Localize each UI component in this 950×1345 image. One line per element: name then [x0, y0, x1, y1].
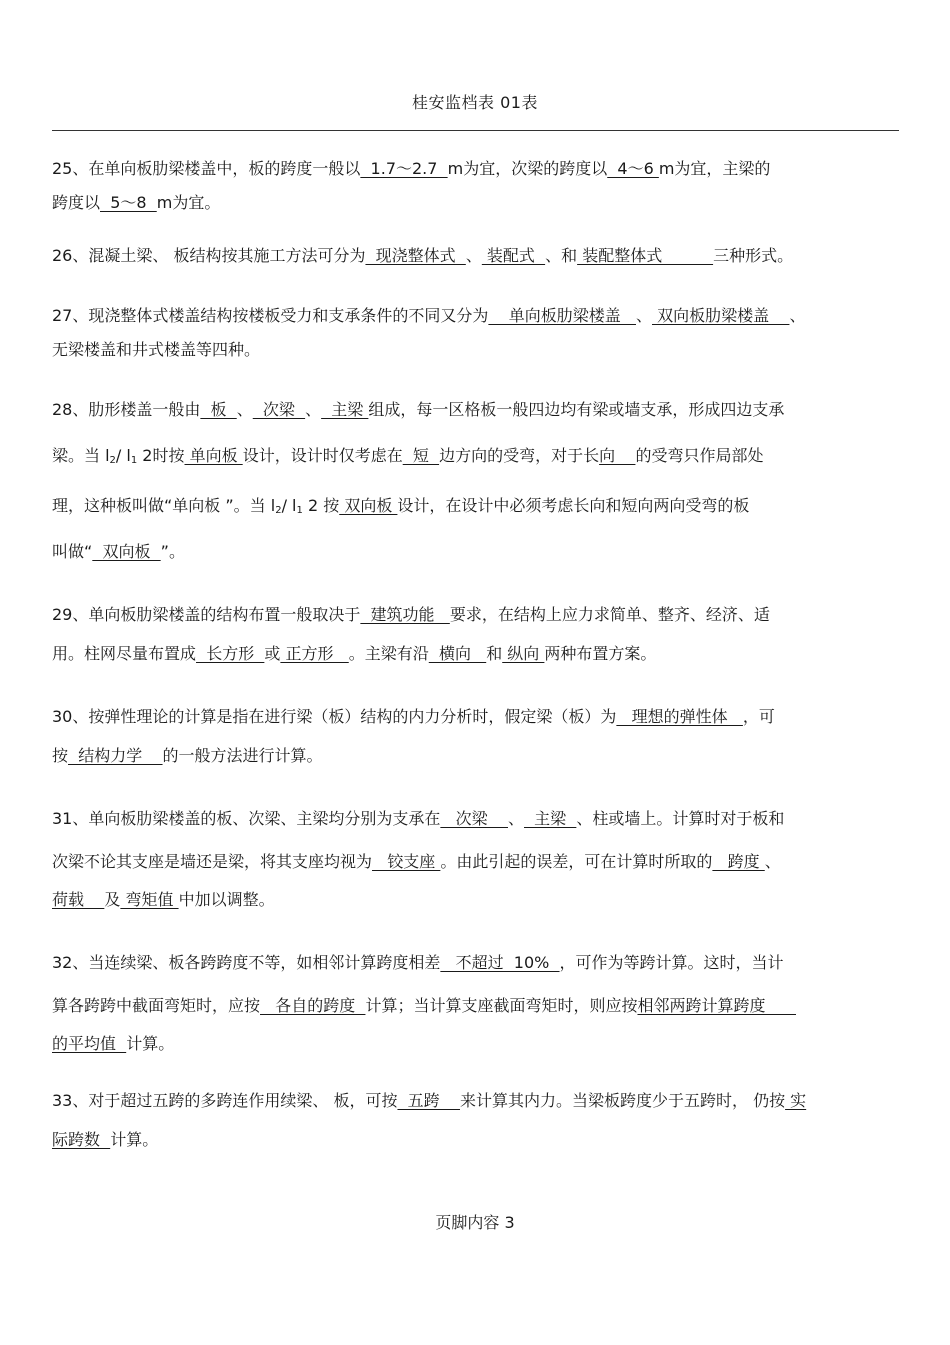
question-line [52, 152, 899, 186]
answer-blank: 弯矩值 [120, 890, 179, 909]
question-text: 三种形式。 [713, 246, 794, 265]
page-header: 桂安监档表 01表 [412, 93, 538, 112]
question-line [52, 797, 899, 841]
answer-blank: 纵向 [502, 644, 545, 663]
answer-blank: 各自的跨度 [260, 996, 366, 1015]
answer-blank: 横向 [428, 644, 487, 663]
document-body [52, 152, 899, 1157]
question-text: 跨度以 [52, 193, 101, 212]
question-text: 来计算其内力。当梁板跨度少于五跨时， 仍按 [459, 1091, 786, 1110]
question-line [52, 387, 899, 433]
answer-blank: 双向板 [92, 542, 161, 561]
answer-blank: 五跨 [397, 1091, 460, 1110]
question-line [52, 1123, 899, 1157]
answer-blank: 荷载 [52, 890, 105, 909]
question-text: 设计，设计时仅考虑在 [242, 446, 403, 465]
question-line [52, 529, 899, 575]
answer-blank: 跨度 [712, 852, 765, 871]
question-text: 。由此引起的误差，可在计算时所取的 [440, 852, 713, 871]
question-line [52, 186, 899, 220]
question-line [52, 593, 899, 637]
question-text: 按 [52, 746, 69, 765]
question-line [52, 299, 899, 333]
answer-blank: 长方形 [196, 644, 265, 663]
question-28 [52, 387, 899, 575]
question-text: 、 [789, 306, 806, 325]
question-26 [52, 239, 899, 273]
question-text: 无梁楼盖和井式楼盖等四种。 [52, 340, 261, 359]
question-text: m为宜。 [156, 193, 221, 212]
question-text: ，可 [742, 707, 775, 726]
answer-blank: 板 [200, 400, 237, 419]
answer-blank: 短 [402, 446, 440, 465]
question-text: 29、单向板肋梁楼盖的结构布置一般取决于 [52, 605, 361, 624]
answer-blank: 次梁 [440, 809, 508, 828]
answer-blank: 次梁 [252, 400, 306, 419]
subscript: 1 [296, 505, 303, 516]
question-text: 中加以调整。 [178, 890, 275, 909]
question-line [52, 333, 899, 367]
question-line [52, 433, 899, 483]
question-text: 、 [305, 400, 322, 419]
answer-blank: 4～6 [607, 159, 659, 178]
subscript: 2 [275, 505, 282, 516]
question-line [52, 637, 899, 671]
question-text: 33、对于超过五跨的多跨连作用续梁、 板，可按 [52, 1091, 398, 1110]
answer-blank: 理想的弹性体 [616, 707, 743, 726]
question-text: 、柱或墙上。计算时对于板和 [576, 809, 785, 828]
answer-blank: 现浇整体式 [365, 246, 466, 265]
question-text: / l [115, 446, 131, 465]
answer-blank: 不超过 10% [440, 953, 560, 972]
question-text: 及 [104, 890, 121, 909]
answer-blank: 正方形 [280, 644, 349, 663]
question-30 [52, 695, 899, 773]
page-footer: 页脚内容 3 [435, 1213, 515, 1232]
question-line [52, 985, 899, 1027]
question-text: 、 [764, 852, 781, 871]
question-line [52, 1079, 899, 1123]
subscript: 2 [109, 455, 116, 466]
question-32 [52, 941, 899, 1061]
question-text: 、 [635, 306, 652, 325]
answer-blank: 单向板肋梁楼盖 [488, 306, 636, 325]
question-text: ”。 [160, 542, 185, 561]
answer-blank: 单向板 [184, 446, 243, 465]
question-33 [52, 1079, 899, 1157]
answer-blank: 结构力学 [68, 746, 163, 765]
answer-blank: 装配整体式 [577, 246, 714, 265]
question-text: 或 [264, 644, 281, 663]
question-text: 30、按弹性理论的计算是指在进行梁（板）结构的内力分析时，假定梁（板）为 [52, 707, 617, 726]
question-text: 2 按 [302, 496, 340, 515]
answer-blank: 相邻两跨计算跨度 [637, 996, 796, 1015]
question-text: 28、肋形楼盖一般由 [52, 400, 201, 419]
question-text: 理，这种板叫做“单向板 ”。当 l [52, 496, 276, 515]
question-text: 27、现浇整体式楼盖结构按楼板受力和支承条件的不同又分为 [52, 306, 489, 325]
question-text: 梁。当 l [52, 446, 110, 465]
subscript: 1 [130, 455, 138, 466]
question-text: 、和 [545, 246, 578, 265]
question-text: 、 [236, 400, 253, 419]
question-text: ，可作为等跨计算。这时，当计 [559, 953, 784, 972]
question-27 [52, 299, 899, 367]
answer-blank: 双向板 [339, 496, 398, 515]
question-text: 、 [465, 246, 482, 265]
question-line [52, 841, 899, 883]
question-line [52, 883, 899, 917]
question-line [52, 941, 899, 985]
question-text: 的受弯只作局部处 [635, 446, 764, 465]
question-text: 边方向的受弯，对于长 [439, 446, 600, 465]
question-text: 、 [507, 809, 524, 828]
question-text: 设计，在设计中必须考虑长向和短向两向受弯的板 [397, 496, 750, 515]
question-text: 组成，每一区格板一般四边均有梁或墙支承，形成四边支承 [368, 400, 785, 419]
question-text: m为宜，主梁的 [658, 159, 771, 178]
question-line [52, 695, 899, 739]
answer-blank: 主梁 [524, 809, 577, 828]
answer-blank: 建筑功能 [360, 605, 450, 624]
question-text: 用。柱网尽量布置成 [52, 644, 197, 663]
question-text: 算各跨跨中截面弯矩时，应按 [52, 996, 261, 1015]
answer-blank: 际跨数 [52, 1130, 111, 1149]
question-text: m为宜，次梁的跨度以 [447, 159, 608, 178]
question-text: 计算。 [110, 1130, 159, 1149]
answer-blank: 1.7～2.7 [360, 159, 448, 178]
question-text: 26、混凝土梁、 板结构按其施工方法可分为 [52, 246, 366, 265]
answer-blank: 双向板肋梁楼盖 [652, 306, 790, 325]
question-text: 两种布置方案。 [544, 644, 657, 663]
question-text: 计算；当计算支座截面弯矩时，则应按 [365, 996, 638, 1015]
answer-blank: 装配式 [481, 246, 546, 265]
question-text: 的一般方法进行计算。 [162, 746, 323, 765]
question-text: 31、单向板肋梁楼盖的板、次梁、主梁均分别为支承在 [52, 809, 441, 828]
answer-blank: 向 [599, 446, 636, 465]
answer-blank: 实 [785, 1091, 807, 1110]
answer-blank: 铰支座 [372, 852, 441, 871]
question-text: 2时按 [137, 446, 185, 465]
answer-blank: 5～8 [100, 193, 157, 212]
header-divider [52, 130, 899, 131]
question-text: 25、在单向板肋梁楼盖中，板的跨度一般以 [52, 159, 361, 178]
answer-blank: 的平均值 [52, 1034, 127, 1053]
question-text: 32、当连续梁、板各跨跨度不等，如相邻计算跨度相差 [52, 953, 441, 972]
question-25 [52, 152, 899, 220]
question-text: 。主梁有沿 [348, 644, 429, 663]
answer-blank: 主梁 [321, 400, 369, 419]
question-text: 次梁不论其支座是墙还是梁，将其支座均视为 [52, 852, 373, 871]
question-text: / l [281, 496, 297, 515]
question-text: 要求，在结构上应力求简单、整齐、经济、适 [449, 605, 770, 624]
question-line [52, 483, 899, 529]
question-29 [52, 593, 899, 671]
question-text: 和 [486, 644, 503, 663]
question-line [52, 239, 899, 273]
question-31 [52, 797, 899, 917]
question-line [52, 739, 899, 773]
question-line [52, 1027, 899, 1061]
question-text: 计算。 [126, 1034, 175, 1053]
question-text: 叫做“ [52, 542, 93, 561]
